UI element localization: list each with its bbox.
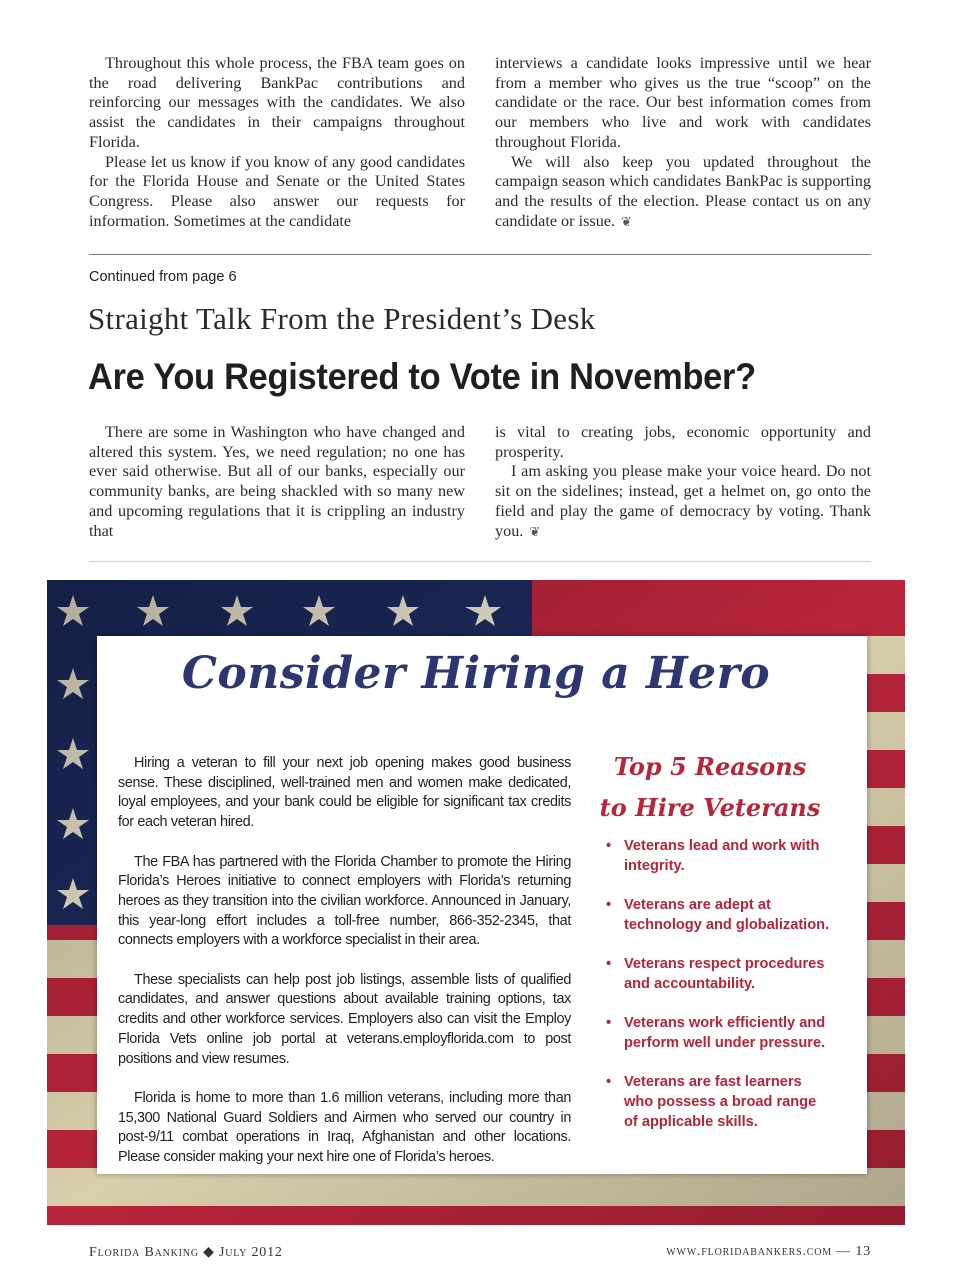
reasons-title [595, 746, 825, 828]
president-article-left-column [89, 423, 465, 541]
end-mark-icon: ❦ [621, 214, 632, 230]
list-item [604, 954, 834, 994]
list-item [604, 895, 834, 935]
president-article-right-paragraph-1: is vital to creating jobs, economic opportunity and prosperity. [495, 423, 871, 461]
ad-paragraph-4: Florida is home to more than 1.6 million veterans, including more than 15,300 National Guard Soldiers and Airmen who served our country in post-9/11 combat operations in Iraq, Afghanistan and other locations. Please consider making your next hire one of Florida’s heroes. [118, 1089, 571, 1166]
list-item [604, 1013, 834, 1053]
reason-text: Veterans respect procedures and accountability. [624, 956, 825, 992]
bullet-icon: • [606, 1015, 612, 1031]
section-title: Straight Talk From the President’s Desk [88, 301, 596, 336]
bullet-icon: • [606, 956, 612, 972]
reason-text: Veterans work efficiently and perform well under pressure. [624, 1015, 826, 1051]
continued-label: Continued from page 6 [89, 269, 237, 285]
ad-title: Consider Hiring a Hero [181, 648, 771, 699]
reasons-list [604, 836, 834, 1151]
president-article-right-column [495, 423, 871, 542]
article-headline: Are You Registered to Vote in November? [88, 356, 756, 397]
president-article-left-paragraph-1: There are some in Washington who have changed and altered this system. Yes, we need regulation; no one has ever said otherwise. But all of our banks, especially our community banks, are being shackled with so many new and upcoming regulations that it is crippling an industry that [89, 423, 465, 540]
end-mark-icon: ❦ [529, 524, 541, 540]
footer-page-info: www.floridabankers.com — 13 [666, 1244, 871, 1259]
ad-paragraph-1: Hiring a veteran to fill your next job opening makes good business sense. These disciplined, well-trained men and women make dedicated, loyal employees, and your bank could be eligible for significant tax credits for each veteran hired. [118, 755, 571, 831]
president-article-right-paragraph-2 [495, 462, 871, 542]
reason-text: Veterans lead and work with integrity. [624, 838, 820, 874]
reasons-title-line-2: to Hire Veterans [599, 793, 821, 822]
reasons-title-line-1: Top 5 Reasons [613, 752, 807, 781]
ad-body [118, 754, 571, 1187]
top-article-right-paragraph-2-text: We will also keep you updated throughout the campaign season which candidates BankPac is supporting and the results of the election. Please contact us on any candidate or issue. [495, 152, 871, 230]
list-item [604, 836, 834, 876]
president-article-right-paragraph-2-text: I am asking you please make your voice heard. Do not sit on the sidelines; instead, get a helmet on, go onto the field and play the game of democracy by voting. Thank you. [495, 462, 871, 540]
ad-paragraph-2: The FBA has partnered with the Florida Chamber to promote the Hiring Florida’s Heroes initiative to connect employers with Florida’s returning heroes as they transition into the civilian workforce. Announced in January, this year-long effort includes a toll-free number, 866-352-2345, that connects employers with a workforce specialist in their area. [118, 853, 571, 949]
top-article-left-paragraph-1: Throughout this whole process, the FBA team goes on the road delivering BankPac contributions and reinforcing our messages with the candidates. We also assist the candidates in their campaigns throughout Florida. [89, 54, 465, 151]
bullet-icon: • [606, 897, 612, 913]
reason-text: Veterans are fast learners who possess a broad range of applicable skills. [624, 1074, 817, 1130]
bullet-icon: • [606, 838, 612, 854]
ad-paragraph-3: These specialists can help post job listings, assemble lists of qualified candidates, and answer questions about available training options, tax credits and other workforce services. Employers also can visit the Employ Florida Vets online job portal at veterans.employflorida.com to post positions and view resumes. [118, 971, 571, 1067]
top-article-right-paragraph-1: interviews a candidate looks impressive until we hear from a member who gives us the true “scoop” on the candidate or the race. Our best information comes from our members who live and work with candidates throughout Florida. [495, 54, 871, 151]
reason-text: Veterans are adept at technology and globalization. [624, 897, 830, 933]
section-divider [89, 254, 871, 255]
top-article-right-paragraph-2 [495, 153, 871, 233]
bullet-icon: • [606, 1074, 612, 1090]
top-article-right-column [495, 54, 871, 232]
footer-publication: Florida Banking ◆ July 2012 [89, 1245, 283, 1260]
article-divider [89, 561, 871, 562]
top-article-left-paragraph-2: Please let us know if you know of any good candidates for the Florida House and Senate or the United States Congress. Please also answer our requests for information. Sometimes at the candidate [89, 152, 465, 230]
top-article-left-column [89, 54, 465, 231]
list-item [604, 1072, 834, 1132]
hire-a-hero-ad [47, 580, 905, 1225]
